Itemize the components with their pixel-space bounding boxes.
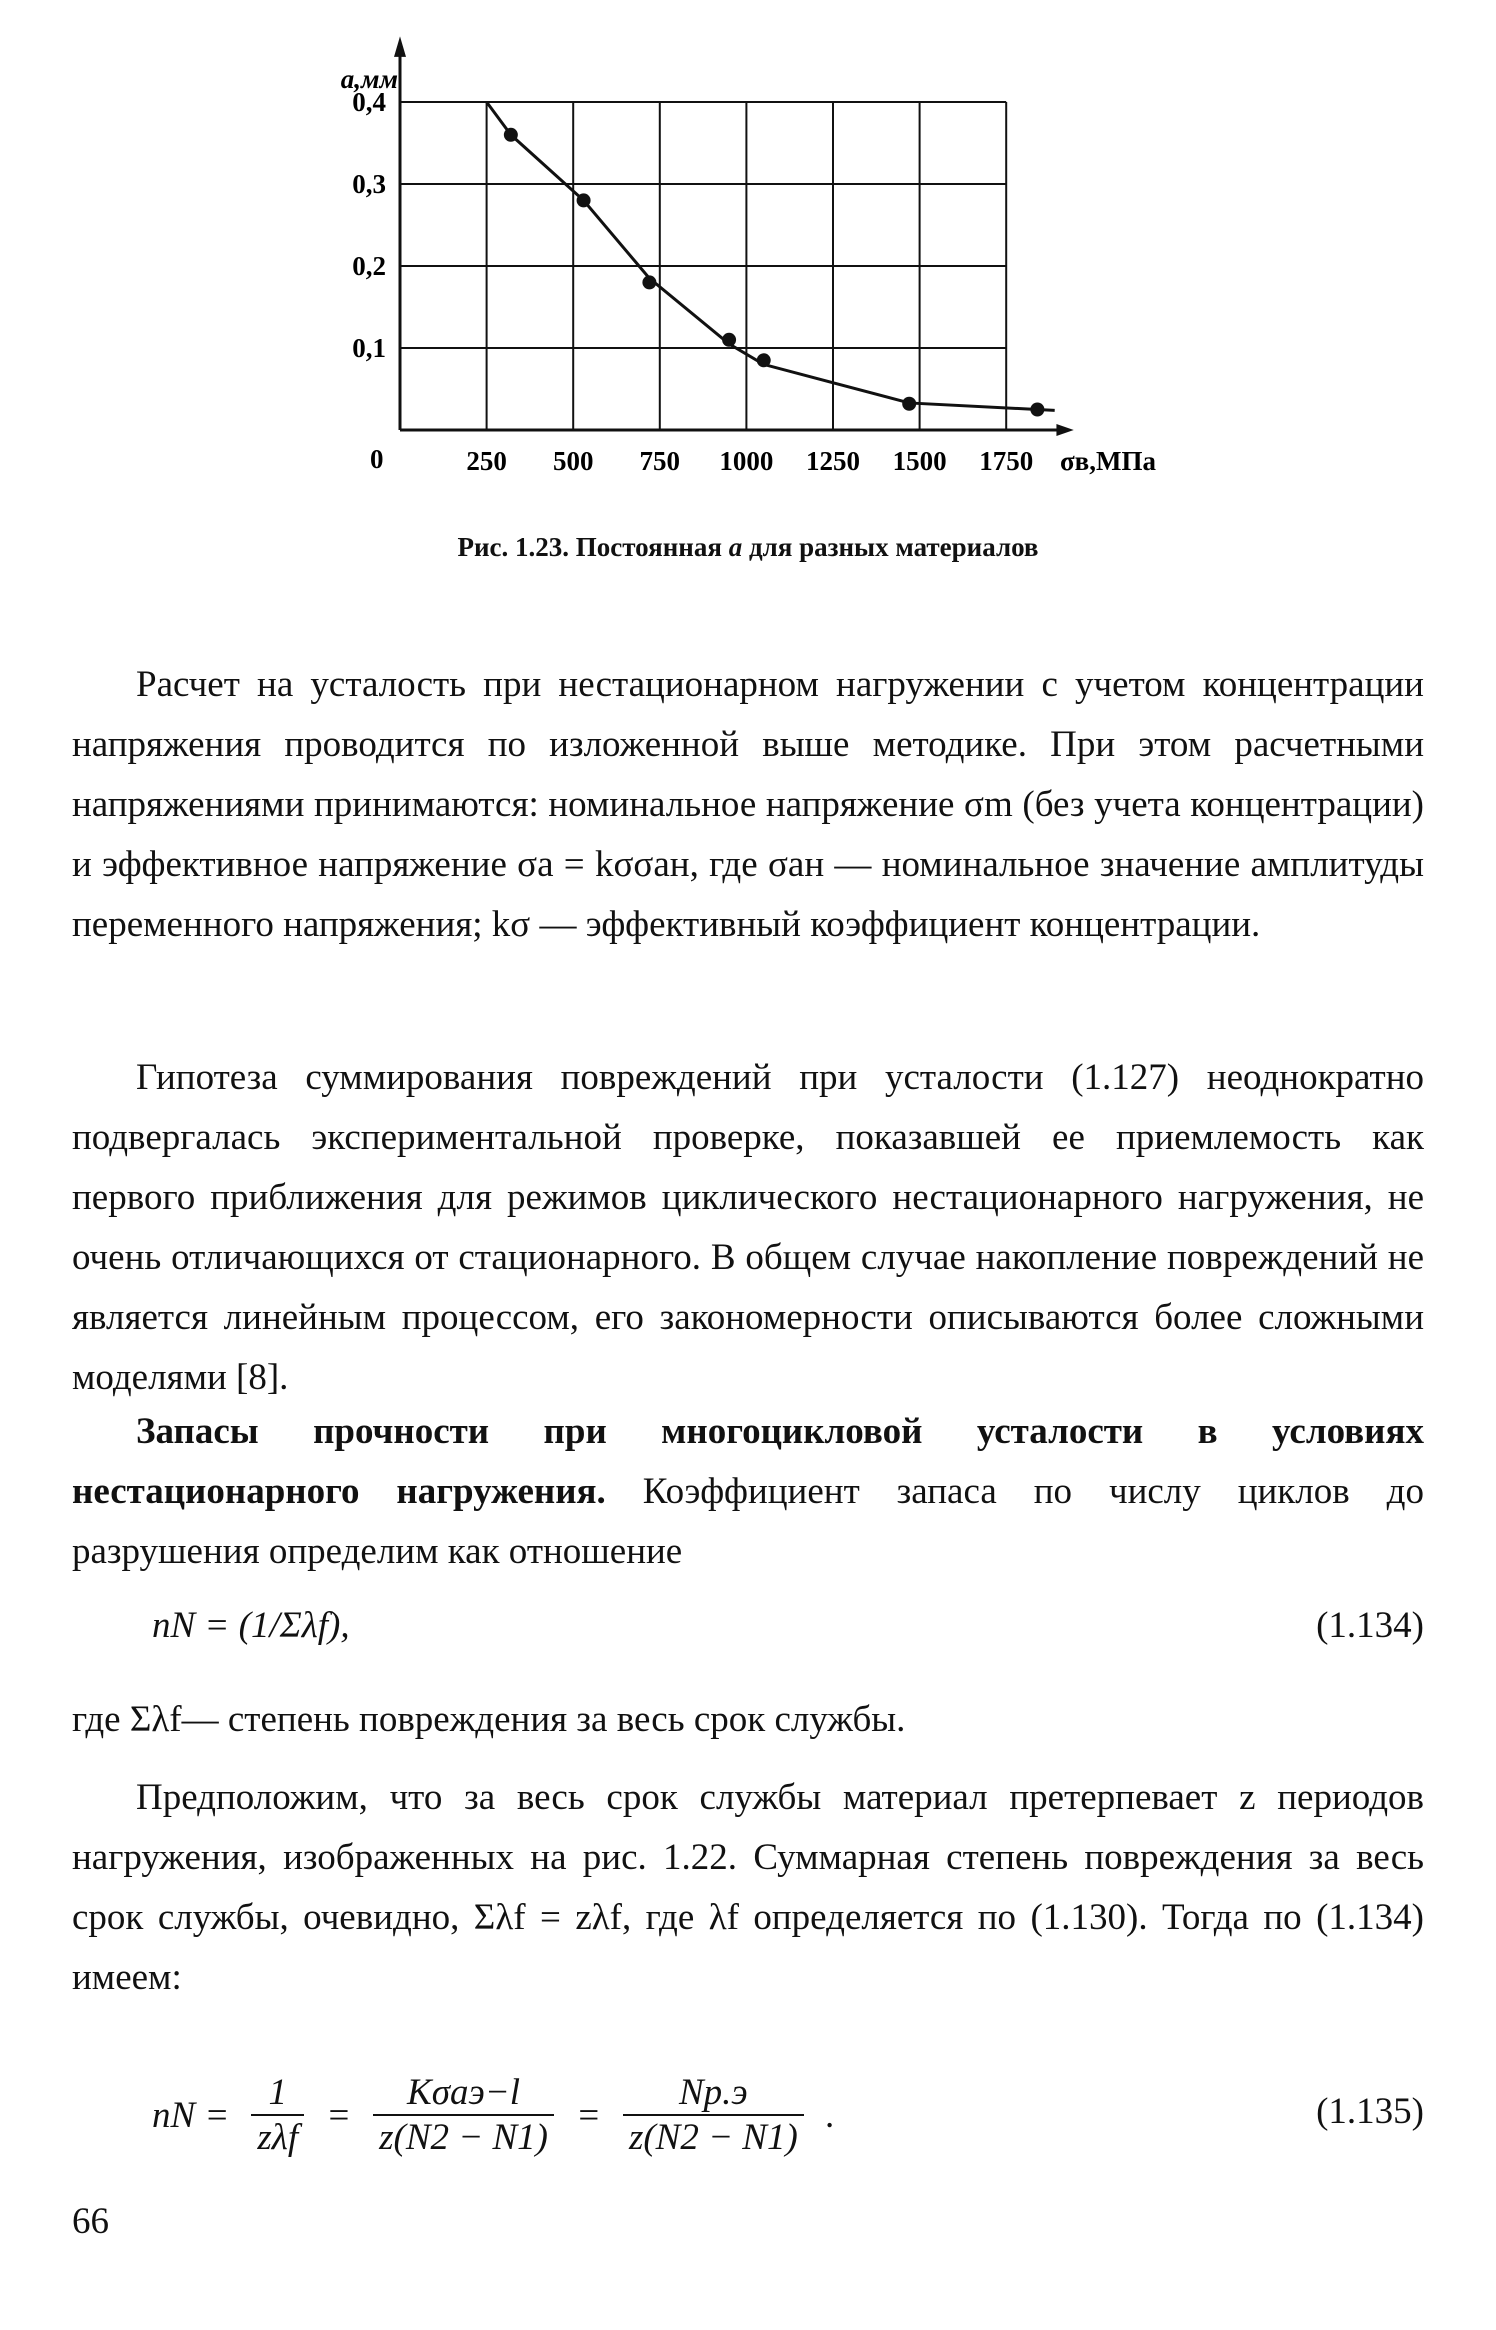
figure-caption bbox=[0, 532, 1496, 563]
paragraph-2-text: Гипотеза суммирования повреждений при усталости (1.127) неоднократно подвергалась экспериментальной проверке, показавшей ее приемлемость как первого приближения для режимов циклического нестационарного нагружения, не очень отличающихся от стационарного. В общем случае накопление повреждений не является линейным процессом, его закономерности описываются более сложными моделями [8]. bbox=[72, 1057, 1424, 1398]
data-point bbox=[902, 397, 916, 411]
caption-suffix: для разных материалов bbox=[742, 532, 1039, 562]
section-heading: Запасы прочности при многоцикловой усталости в условиях нестационарного нагружения. bbox=[72, 1411, 1424, 1512]
y-tick-label: 0,1 bbox=[352, 333, 386, 363]
equals-sign-1: = bbox=[326, 2094, 352, 2136]
data-point bbox=[504, 128, 518, 142]
data-point bbox=[1030, 403, 1044, 417]
origin-label: 0 bbox=[370, 444, 384, 474]
y-tick-label: 0,2 bbox=[352, 251, 386, 281]
x-tick-label: 1500 bbox=[892, 446, 947, 476]
equation-1-134 bbox=[72, 1604, 1424, 1664]
paragraph-4-text: где Σλf— степень повреждения за весь срок службы. bbox=[72, 1699, 906, 1740]
data-point bbox=[757, 353, 771, 367]
y-tick-label: 0,3 bbox=[352, 169, 386, 199]
x-tick-label: 1000 bbox=[719, 446, 774, 476]
page-number: 66 bbox=[72, 2201, 109, 2242]
data-point bbox=[642, 275, 656, 289]
x-tick-label: 750 bbox=[639, 446, 681, 476]
fraction-1-numerator: 1 bbox=[251, 2071, 304, 2116]
caption-prefix: Рис. 1.23. Постоянная bbox=[457, 532, 729, 562]
equation-1-body: nN = (1/Σλf), bbox=[152, 1605, 350, 1646]
x-axis-arrow bbox=[1056, 424, 1073, 436]
points bbox=[504, 128, 1045, 417]
paragraph-3-rest: Коэффициент запаса по числу циклов до разрушения определим как отношение bbox=[72, 1471, 1424, 1572]
series-line bbox=[487, 102, 1055, 410]
paragraph-5-text: Предположим, что за весь срок службы материал претерпевает z периодов нагружения, изображенных на рис. 1.22. Суммарная степень повреждения за весь срок службы, очевидно, Σλf = zλf, где λf определяется по (1.130). Тогда по (1.134) имеем: bbox=[72, 1777, 1424, 1998]
grid bbox=[400, 102, 1006, 430]
paragraph-1 bbox=[72, 655, 1424, 955]
paragraph-2 bbox=[72, 1048, 1424, 1408]
paragraph-1-text: Расчет на усталость при нестационарном нагружении с учетом концентрации напряжения проводится по изложенной выше методике. При этом расчетными напряжениями принимаются: номинальное напряжение σm (без учета концентрации) и эффективное напряжение σa = kσσaн, где σaн — номинальное значение амплитуды переменного напряжения; kσ — эффективный коэффициент концентрации. bbox=[72, 664, 1424, 945]
paragraph-3 bbox=[72, 1402, 1424, 1582]
paragraph-5 bbox=[72, 1768, 1424, 2008]
x-tick-label: 1250 bbox=[806, 446, 860, 476]
data-point bbox=[722, 333, 736, 347]
equation-1-135 bbox=[72, 2060, 1424, 2170]
ticks bbox=[352, 87, 1033, 476]
fraction-1 bbox=[251, 2071, 304, 2159]
y-tick-label: 0,4 bbox=[352, 87, 386, 117]
data-point bbox=[577, 193, 591, 207]
caption-var: a bbox=[728, 532, 743, 562]
y-axis-arrow bbox=[394, 36, 406, 57]
fraction-2-numerator: Kσaэ−l bbox=[373, 2071, 554, 2116]
equals-sign-2: = bbox=[575, 2094, 601, 2136]
fraction-1-denominator: zλf bbox=[257, 2117, 299, 2158]
x-tick-label: 250 bbox=[466, 446, 507, 476]
axes bbox=[394, 36, 1074, 436]
figure bbox=[0, 0, 1496, 600]
fraction-3 bbox=[623, 2071, 804, 2159]
equation-2-number: (1.135) bbox=[1316, 2091, 1424, 2132]
curve bbox=[487, 102, 1055, 410]
y-axis-label: a,мм bbox=[340, 64, 398, 94]
equation-2-period: . bbox=[825, 2094, 836, 2136]
x-tick-label: 1750 bbox=[979, 446, 1034, 476]
x-axis-label: σв,МПа bbox=[1060, 446, 1157, 476]
chart bbox=[0, 0, 1496, 520]
paragraph-4 bbox=[72, 1690, 1424, 1750]
fraction-3-numerator: Nр.э bbox=[623, 2071, 804, 2116]
fraction-3-denominator: z(N2 − N1) bbox=[628, 2117, 798, 2158]
fraction-2-denominator: z(N2 − N1) bbox=[379, 2117, 548, 2158]
equation-2-lhs: nN = bbox=[152, 2094, 230, 2136]
fraction-2 bbox=[373, 2071, 554, 2159]
equation-1-number: (1.134) bbox=[1316, 1605, 1424, 1646]
paragraph-3-text bbox=[72, 1402, 1424, 1582]
x-tick-label: 500 bbox=[552, 446, 594, 476]
